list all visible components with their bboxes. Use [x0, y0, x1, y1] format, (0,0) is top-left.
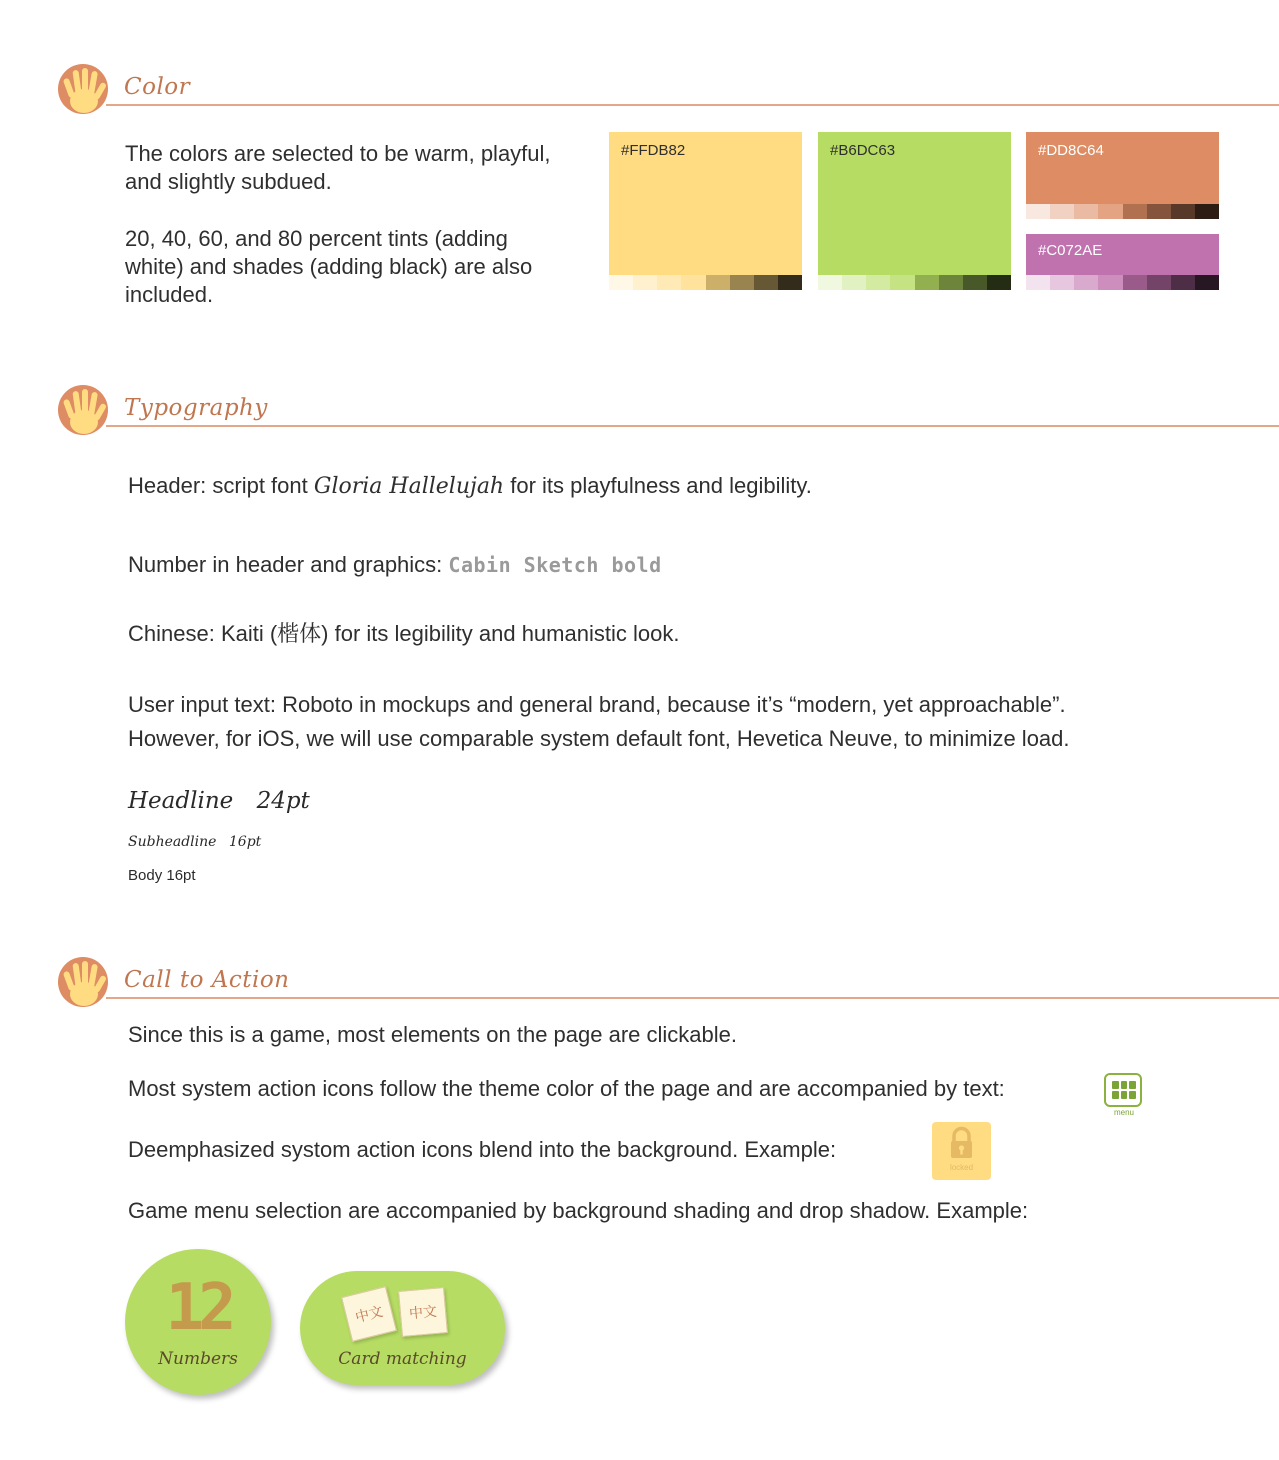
tint-shade-strip: [818, 275, 1011, 290]
input-font-description: [128, 688, 1070, 756]
input-font-line-1: User input text: Roboto in mockups and general brand, because it’s “modern, yet approachable”.: [128, 692, 1066, 717]
swatch-hex-label: #FFDB82: [621, 142, 686, 159]
color-swatch-purple: [1026, 234, 1219, 290]
subheadline-sample-size: 16pt: [228, 834, 262, 850]
color-section-header: [58, 64, 1279, 116]
waving-hand-icon: [58, 385, 108, 435]
input-font-line-2: However, for iOS, we will use comparable system default font, Hevetica Neuve, to minimize load.: [128, 726, 1070, 751]
section-divider: [106, 104, 1279, 106]
headline-sample-size: 24pt: [256, 788, 310, 814]
cta-section-header: [58, 957, 1279, 1009]
tints-description: 20, 40, 60, and 80 percent tints (adding white) and shades (adding black) are also included.: [125, 226, 533, 307]
section-divider: [106, 997, 1279, 999]
waving-hand-icon: [58, 957, 108, 1007]
cta-line-system-icons: Most system action icons follow the theme color of the page and are accompanied by text:: [128, 1076, 1005, 1101]
number-font-sample: Cabin Sketch bold: [448, 553, 662, 577]
chinese-card-right: 中文: [398, 1287, 448, 1337]
section-title-call-to-action: Call to Action: [124, 967, 290, 993]
body-sample: Body 16pt: [128, 867, 196, 884]
color-swatch-orange: [1026, 132, 1219, 219]
headline-sample: [128, 788, 310, 814]
subheadline-sample: [128, 834, 261, 850]
header-font-suffix: for its playfulness and legibility.: [510, 473, 812, 498]
grid-menu-icon: [1112, 1081, 1136, 1099]
swatch-hex-label: #B6DC63: [830, 142, 896, 159]
subheadline-sample-label: Subheadline: [128, 834, 217, 850]
game-menu-numbers-label: Numbers: [158, 1349, 238, 1369]
locked-button-caption: locked: [949, 1163, 974, 1172]
color-description: The colors are selected to be warm, playful, and slightly subdued.: [125, 141, 551, 194]
swatch-hex-label: #C072AE: [1038, 242, 1103, 259]
cta-line-deemphasized: Deemphasized systom action icons blend into the background. Example:: [128, 1137, 837, 1162]
header-font-prefix: Header: script font: [128, 473, 308, 498]
game-menu-numbers[interactable]: [125, 1249, 271, 1395]
swatch-hex-label: #DD8C64: [1038, 142, 1104, 159]
menu-button[interactable]: [1104, 1073, 1142, 1107]
color-swatch-green: [818, 132, 1011, 290]
numbers-digits-graphic: 12: [165, 1271, 231, 1345]
section-divider: [106, 425, 1279, 427]
header-font-line: [128, 472, 812, 501]
color-swatch-yellow: [609, 132, 802, 290]
chinese-font-line: Chinese: Kaiti (楷体) for its legibility and humanistic look.: [128, 621, 680, 646]
number-font-line: [128, 551, 662, 579]
lock-icon: [932, 1122, 991, 1162]
waving-hand-icon: [58, 64, 108, 114]
header-font-sample: Gloria Hallelujah: [313, 474, 505, 499]
typography-section-header: [58, 385, 1279, 437]
tint-shade-strip: [609, 275, 802, 290]
section-title-color: Color: [124, 74, 191, 100]
game-menu-card-matching[interactable]: [300, 1271, 505, 1385]
cta-line-game-menu: Game menu selection are accompanied by background shading and drop shadow. Example:: [128, 1198, 1029, 1223]
headline-sample-label: Headline: [128, 788, 234, 814]
tint-shade-strip: [1026, 204, 1219, 219]
menu-button-caption: menu: [1113, 1108, 1134, 1117]
game-menu-card-matching-label: Card matching: [338, 1349, 467, 1369]
number-font-prefix: Number in header and graphics:: [128, 552, 443, 577]
chinese-card-left: 中文: [341, 1286, 397, 1342]
cta-line-clickable: Since this is a game, most elements on the page are clickable.: [128, 1022, 737, 1047]
section-title-typography: Typography: [124, 395, 268, 421]
tint-shade-strip: [1026, 275, 1219, 290]
